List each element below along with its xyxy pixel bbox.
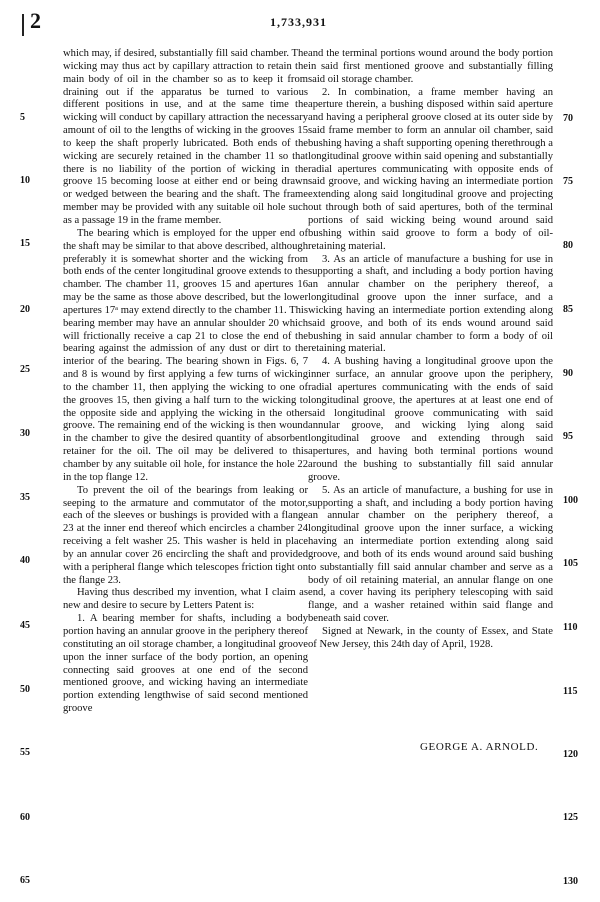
line-number: 85 (563, 304, 573, 315)
line-number: 50 (20, 684, 30, 695)
paragraph: Having thus described my invention, what I claim as new and desire to secure by Letters Patent is: (63, 587, 308, 612)
line-number: 120 (563, 749, 578, 760)
paragraph: and the terminal portions wound around the body portion in said first mentioned groove and substantially filling said oil storage chamber. (308, 48, 553, 85)
line-number: 25 (20, 364, 30, 375)
line-number: 30 (20, 428, 30, 439)
line-number: 110 (563, 622, 578, 633)
line-number: 125 (563, 812, 578, 823)
line-number: 75 (563, 176, 573, 187)
line-number: 20 (20, 304, 30, 315)
line-number: 95 (563, 431, 573, 442)
line-number: 10 (20, 175, 30, 186)
line-number: 5 (20, 112, 25, 123)
left-column (63, 48, 308, 716)
line-number: 40 (20, 555, 30, 566)
claim-5: 5. As an article of manufacture, a bushing for use in supporting a shaft, and including a body portion having an annular chamber on the periphery thereof, a longitudinal groove upon the inner surface, a wicking having an intermediate portion extending along said groove, and both of its ends wound around said bushing to substantially fill said annular chamber and serve as a body of oil retaining material, an annular flange on one end, a cover having its periphery telescoping with said flange, and a washer retained within said flange and beneath said cover. (308, 484, 553, 625)
line-number: 70 (563, 113, 573, 124)
line-number: 65 (20, 875, 30, 886)
signing-statement: Signed at Newark, in the county of Essex, and State of New Jersey, this 24th day of April, 1928. (308, 625, 553, 650)
line-number: 105 (563, 558, 578, 569)
paragraph: which may, if desired, substantially fill said chamber. The wicking may thus act by capillary attraction to retain the main body of oil in the chamber so as to keep it from draining out if the apparatus be turned to various different positions in use, and at the same time the wicking will conduct by capillary attraction the necessary amount of oil to the lengths of wicking in the grooves 15 to keep the shaft properly lubricated. Both ends of the wicking are securely retained in the chamber 11 so that there is no liability of the portion of wicking in the groove 15 becoming loose at either end or being drawn or wedged between the bearing and the shaft. The frame member may be provided with any suitable oil hole such as a passage 19 in the frame member. (63, 48, 308, 226)
page-number: 2 (30, 8, 41, 33)
claim-2: 2. In combination, a frame member having an aperture therein, a bushing disposed within said aperture and having a peripheral groove closed at its outer side by said frame member to form an annular oil chamber, said bushing having a shaft supporting opening therethrough a longitudinal groove within said opening and substantially radial apertures communicating with opposite ends of said groove, and wicking having an intermediate portion extending along said longitudinal groove and projecting out through both of said apertures, both of the terminal portions of said wicking being wound around said bushing within said groove to form a body of oil-retaining material. (308, 86, 553, 252)
inventor-signature: GEORGE A. ARNOLD. (420, 741, 539, 753)
line-number: 80 (563, 240, 573, 251)
line-number: 35 (20, 492, 30, 503)
claim-1: 1. A bearing member for shafts, including a body portion having an annular groove in the periphery thereof constituting an oil storage chamber, a longitudinal groove upon the inner surface of the body portion, an opening connecting said grooves at one end of the second mentioned groove, and wicking having an intermediate portion extending lengthwise of said second mentioned groove (63, 613, 308, 715)
paragraph: To prevent the oil of the bearings from leaking or seeping to the armature and commutator of the motor, each of the sleeves or bushings is provided with a flange 23 at the inner end thereof which encircles a chamber 24 receiving a felt washer 25. This washer is held in place by an annular cover 26 encircling the shaft and provided with a peripheral flange which telescopes friction tight on the flange 23. (63, 484, 308, 586)
line-number: 15 (20, 238, 30, 249)
claim-3: 3. As an article of manufacture a bushing for use in supporting a shaft, and including a body portion having an annular chamber on the periphery thereof, a longitudinal groove upon the inner surface, and a wicking having an intermediate portion extending along said groove, and both of its ends wound around said bushing in said annular chamber to form a body of oil retaining material. (308, 253, 553, 355)
margin-rule (22, 14, 24, 36)
claim-4: 4. A bushing having a longitudinal groove upon the inner surface, an annular groove upon the periphery, radial apertures communicating with the ends of said longitudinal groove, the apertures at at least one end of said longitudinal groove communicating with said annular groove, and wicking lying along said longitudinal groove and extending through said apertures, and having both terminal portions wound around the bushing to substantially fill said annular groove. (308, 356, 553, 483)
line-number: 115 (563, 686, 578, 697)
patent-number: 1,733,931 (270, 15, 327, 29)
line-number: 55 (20, 747, 30, 758)
line-number: 60 (20, 812, 30, 823)
line-number: 100 (563, 495, 578, 506)
page-header (0, 6, 600, 36)
right-column (308, 48, 553, 652)
line-number: 45 (20, 620, 30, 631)
paragraph: The bearing which is employed for the upper end of the shaft may be similar to that above described, although preferably it is somewhat shorter and the wicking from both ends of the center longitudinal groove extends to the chamber. The chamber 11, grooves 15 and apertures 16 may be the same as those above described, but the lower apertures 17ᵃ may extend directly to the chamber 11. This bearing member may have an annular shoulder 20 which will frictionally receive a cap 21 to close the end of the bearing against the admission of any dust or dirt to the interior of the bearing. The bearing shown in Figs. 6, 7 and 8 is wound by first applying a few turns of wicking to the chamber 11, then applying the wicking to one of the grooves 15, then giving a half turn to the wicking to the opposite side and applying the wicking in the other groove. The remaining end of the wicking is then wound in the chamber to give the desired quantity of absorbent retainer for the oil. The oil may be delivered to this chamber by any suitable oil hole, for instance the hole 22 in the top flange 12. (63, 227, 308, 483)
line-number: 90 (563, 368, 573, 379)
line-number: 130 (563, 876, 578, 887)
